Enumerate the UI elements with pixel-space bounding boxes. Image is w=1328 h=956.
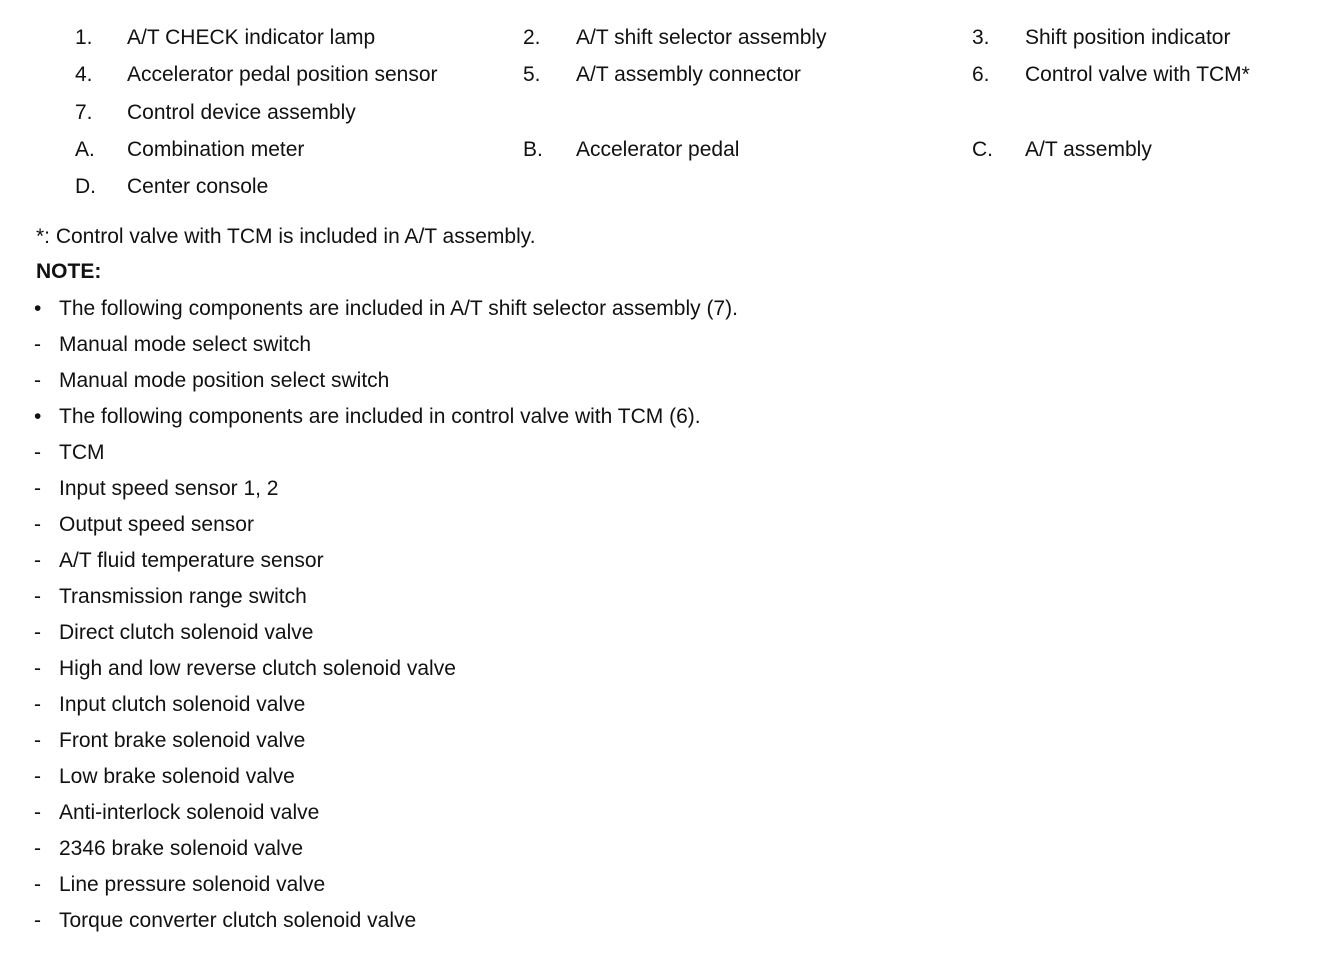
note-bullet-item — [0, 294, 1328, 324]
dash-marker: - — [34, 693, 41, 716]
legend-label: Accelerator pedal position sensor — [127, 63, 438, 86]
bullet-marker: • — [34, 405, 42, 428]
legend-row — [0, 60, 1328, 90]
legend-number: 6. — [972, 63, 990, 86]
dash-marker: - — [34, 513, 41, 536]
legend-number: 5. — [523, 63, 541, 86]
legend-label: Accelerator pedal — [576, 138, 740, 161]
footnote: *: Control valve with TCM is included in A/T assembly. — [36, 225, 536, 248]
note-text: Input speed sensor 1, 2 — [59, 477, 279, 500]
dash-marker: - — [34, 801, 41, 824]
note-dash-item — [0, 906, 1328, 936]
legend-row — [0, 23, 1328, 53]
bullet-marker: • — [34, 297, 42, 320]
note-text: A/T fluid temperature sensor — [59, 549, 324, 572]
note-dash-item — [0, 546, 1328, 576]
dash-marker: - — [34, 909, 41, 932]
note-text: Front brake solenoid valve — [59, 729, 306, 752]
legend-letter: A. — [75, 138, 95, 161]
legend-row — [0, 172, 1328, 202]
dash-marker: - — [34, 477, 41, 500]
legend-label: Center console — [127, 175, 269, 198]
note-dash-item — [0, 474, 1328, 504]
dash-marker: - — [34, 837, 41, 860]
legend-label: Combination meter — [127, 138, 305, 161]
note-bullet-item — [0, 402, 1328, 432]
dash-marker: - — [34, 333, 41, 356]
legend-number: 4. — [75, 63, 93, 86]
note-dash-item — [0, 726, 1328, 756]
dash-marker: - — [34, 585, 41, 608]
note-dash-item — [0, 762, 1328, 792]
dash-marker: - — [34, 621, 41, 644]
note-dash-item — [0, 618, 1328, 648]
note-text: Output speed sensor — [59, 513, 254, 536]
dash-marker: - — [34, 729, 41, 752]
legend-letter: B. — [523, 138, 543, 161]
legend-label: Control valve with TCM* — [1025, 63, 1250, 86]
note-text: Anti-interlock solenoid valve — [59, 801, 320, 824]
dash-marker: - — [34, 441, 41, 464]
note-text: Input clutch solenoid valve — [59, 693, 306, 716]
note-text: High and low reverse clutch solenoid valve — [59, 657, 456, 680]
dash-marker: - — [34, 873, 41, 896]
note-text: Torque converter clutch solenoid valve — [59, 909, 417, 932]
legend-label: A/T CHECK indicator lamp — [127, 26, 376, 49]
legend-letter: C. — [972, 138, 993, 161]
note-dash-item — [0, 366, 1328, 396]
note-text: Line pressure solenoid valve — [59, 873, 326, 896]
dash-marker: - — [34, 369, 41, 392]
legend-number: 3. — [972, 26, 990, 49]
legend-row — [0, 135, 1328, 165]
note-dash-item — [0, 510, 1328, 540]
note-text: The following components are included in control valve with TCM (6). — [59, 405, 701, 428]
legend-number: 1. — [75, 26, 93, 49]
note-text: Low brake solenoid valve — [59, 765, 295, 788]
note-dash-item — [0, 690, 1328, 720]
dash-marker: - — [34, 549, 41, 572]
note-dash-item — [0, 654, 1328, 684]
note-dash-item — [0, 870, 1328, 900]
legend-label: Control device assembly — [127, 101, 356, 124]
note-text: Direct clutch solenoid valve — [59, 621, 314, 644]
legend-label: A/T assembly connector — [576, 63, 801, 86]
note-dash-item — [0, 834, 1328, 864]
legend-label: Shift position indicator — [1025, 26, 1231, 49]
legend-number: 7. — [75, 101, 93, 124]
dash-marker: - — [34, 657, 41, 680]
legend-row — [0, 98, 1328, 128]
note-text: Transmission range switch — [59, 585, 307, 608]
note-text: Manual mode select switch — [59, 333, 312, 356]
legend-letter: D. — [75, 175, 96, 198]
legend-label: A/T assembly — [1025, 138, 1152, 161]
legend-label: A/T shift selector assembly — [576, 26, 827, 49]
dash-marker: - — [34, 765, 41, 788]
note-dash-item — [0, 798, 1328, 828]
note-text: 2346 brake solenoid valve — [59, 837, 304, 860]
note-text: TCM — [59, 441, 105, 464]
note-dash-item — [0, 438, 1328, 468]
note-dash-item — [0, 330, 1328, 360]
note-dash-item — [0, 582, 1328, 612]
note-heading: NOTE: — [36, 260, 102, 283]
note-text: The following components are included in A/T shift selector assembly (7). — [59, 297, 738, 320]
legend-number: 2. — [523, 26, 541, 49]
note-text: Manual mode position select switch — [59, 369, 390, 392]
